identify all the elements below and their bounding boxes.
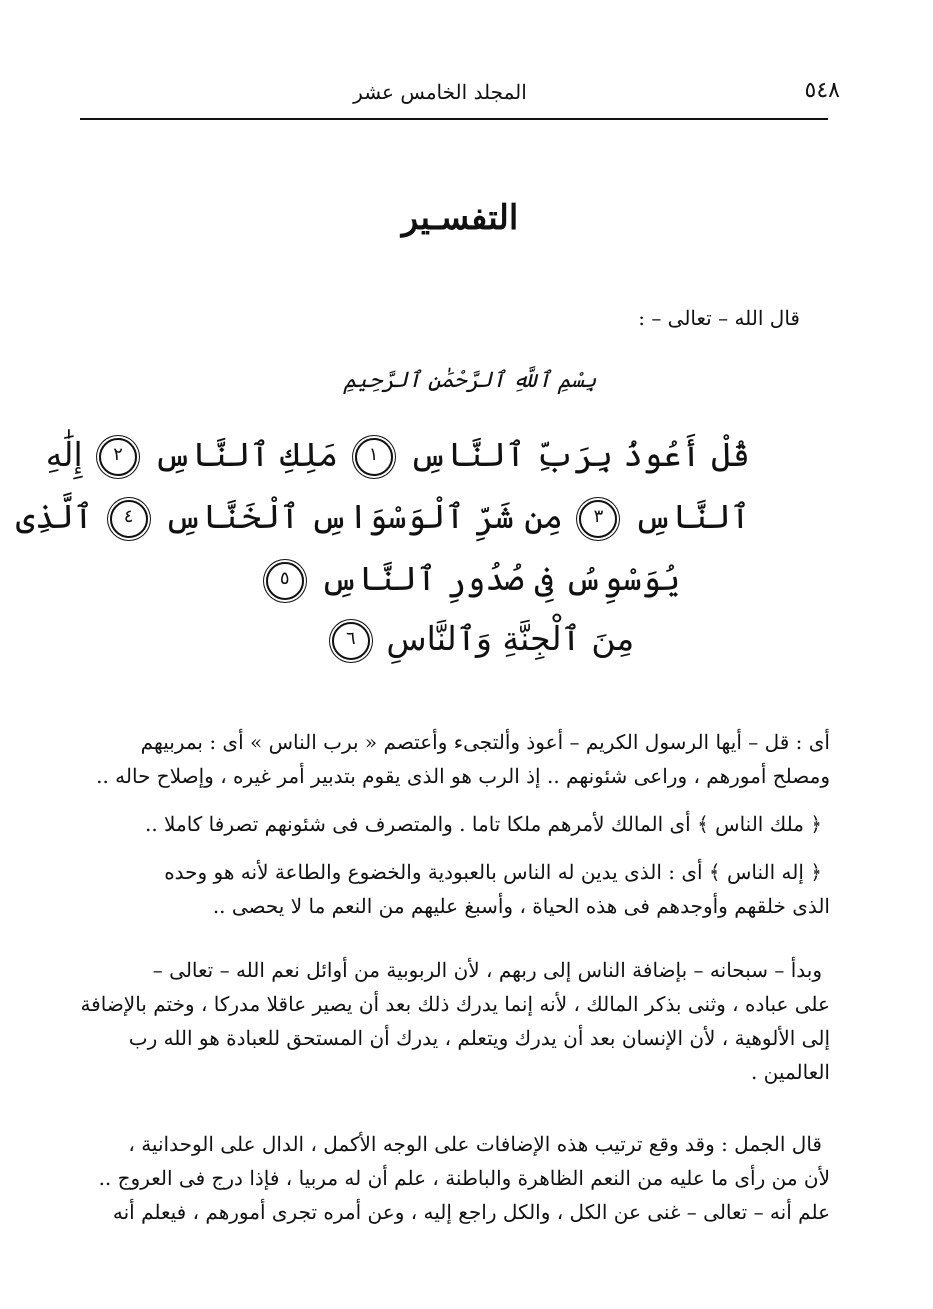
text-line: العالمين .: [750, 1060, 830, 1084]
ayah-marker-icon: ١: [355, 438, 393, 476]
text-line: على عباده ، وثنى بذكر المالك ، لأنه إنما يدرك ذلك بعد أن يصير عاقلا مدركا ، وختم بالإضافة: [80, 992, 830, 1016]
text-line: ومصلح أمورهم ، وراعى شئونهم .. إذ الرب هو الذى يقوم بتدبير أمر غيره ، وإصلاح حاله ..: [96, 764, 830, 788]
verse-text: يُوَسْوِسُ فِى صُدُورِ ٱلنَّاسِ: [320, 559, 681, 598]
verse-text: إِلَٰهِ: [45, 435, 83, 474]
text-line: لأن من رأى ما عليه من النعم الظاهرة والباطنة ، علم أن له مربيا ، فإذا درج فى العروج ..: [98, 1166, 830, 1190]
ayah-marker-icon: ٥: [266, 562, 304, 600]
paragraph-2: [78, 807, 830, 843]
paragraph-5: [78, 1127, 830, 1267]
basmala: بِسْمِ ٱللَّهِ ٱلرَّحْمَٰنِ ٱلرَّحِيمِ: [343, 368, 597, 393]
text-line: ﴿ ملك الناس ﴾ أى المالك لأمرهم ملكا تاما . والمتصرف فى شئونهم تصرفا كاملا ..: [144, 812, 822, 836]
text-line: إلى الألوهية ، لأن الإنسان بعد أن يدرك ويتعلم ، يدرك أن المستحق للعبادة هو الله رب: [128, 1026, 830, 1050]
verse-text: ٱلنَّاسِ: [633, 497, 750, 536]
verse-text: ٱلَّذِى: [15, 497, 94, 536]
ayah-marker-icon: ٦: [332, 622, 370, 660]
verse-line-1: [45, 424, 750, 486]
text-line: علم أنه – تعالى – غنى عن الكل ، والكل راجع إليه ، وعن أمره تجرى أمورهم ، فيعلم أنه: [112, 1200, 830, 1224]
verse-text: مِن شَرِّ ٱلْوَسْوَاسِ ٱلْخَنَّاسِ: [164, 497, 563, 536]
header-rule: [80, 118, 828, 120]
verse-line-4: [280, 608, 680, 670]
verse-line-3: [200, 548, 740, 610]
verse-text: مِنَ ٱلْجِنَّةِ وَٱلنَّاسِ: [386, 619, 635, 658]
text-line: قال الجمل : وقد وقع ترتيب هذه الإضافات على الوجه الأكمل ، الدال على الوحدانية ،: [128, 1132, 822, 1156]
page-number: ٥٤٨: [804, 78, 840, 103]
ayah-marker-icon: ٣: [579, 500, 617, 538]
text-line: الذى خلقهم وأوجدهم فى هذه الحياة ، وأسبغ عليهم من النعم ما لا يحصى ..: [212, 894, 830, 918]
verse-text: مَلِكِ ٱلنَّاسِ: [153, 435, 339, 474]
paragraph-1: [78, 725, 830, 795]
running-header-title: المجلد الخامس عشر: [353, 80, 527, 104]
text-line: أى : قل – أيها الرسول الكريم – أعوذ وألتجىء وأعتصم « برب الناس » أى : بمربيهم: [140, 730, 830, 754]
ayah-marker-icon: ٤: [110, 500, 148, 538]
intro-line: قال الله – تعالى – :: [638, 306, 800, 330]
text-line: وبدأ – سبحانه – بإضافة الناس إلى ربهم ، لأن الربوبية من أوائل نعم الله – تعالى –: [152, 958, 822, 982]
paragraph-3: [78, 855, 830, 925]
ayah-marker-icon: ٢: [99, 438, 137, 476]
paragraph-4: [78, 953, 830, 1093]
section-title: التفسـير: [401, 198, 519, 238]
text-line: ﴿ إله الناس ﴾ أى : الذى يدين له الناس بالعبودية والخضوع والطاعة لأنه هو وحده: [164, 860, 822, 884]
verse-text: قُلْ أَعُوذُ بِرَبِّ ٱلنَّاسِ: [409, 435, 750, 474]
verse-line-2: [15, 486, 750, 548]
